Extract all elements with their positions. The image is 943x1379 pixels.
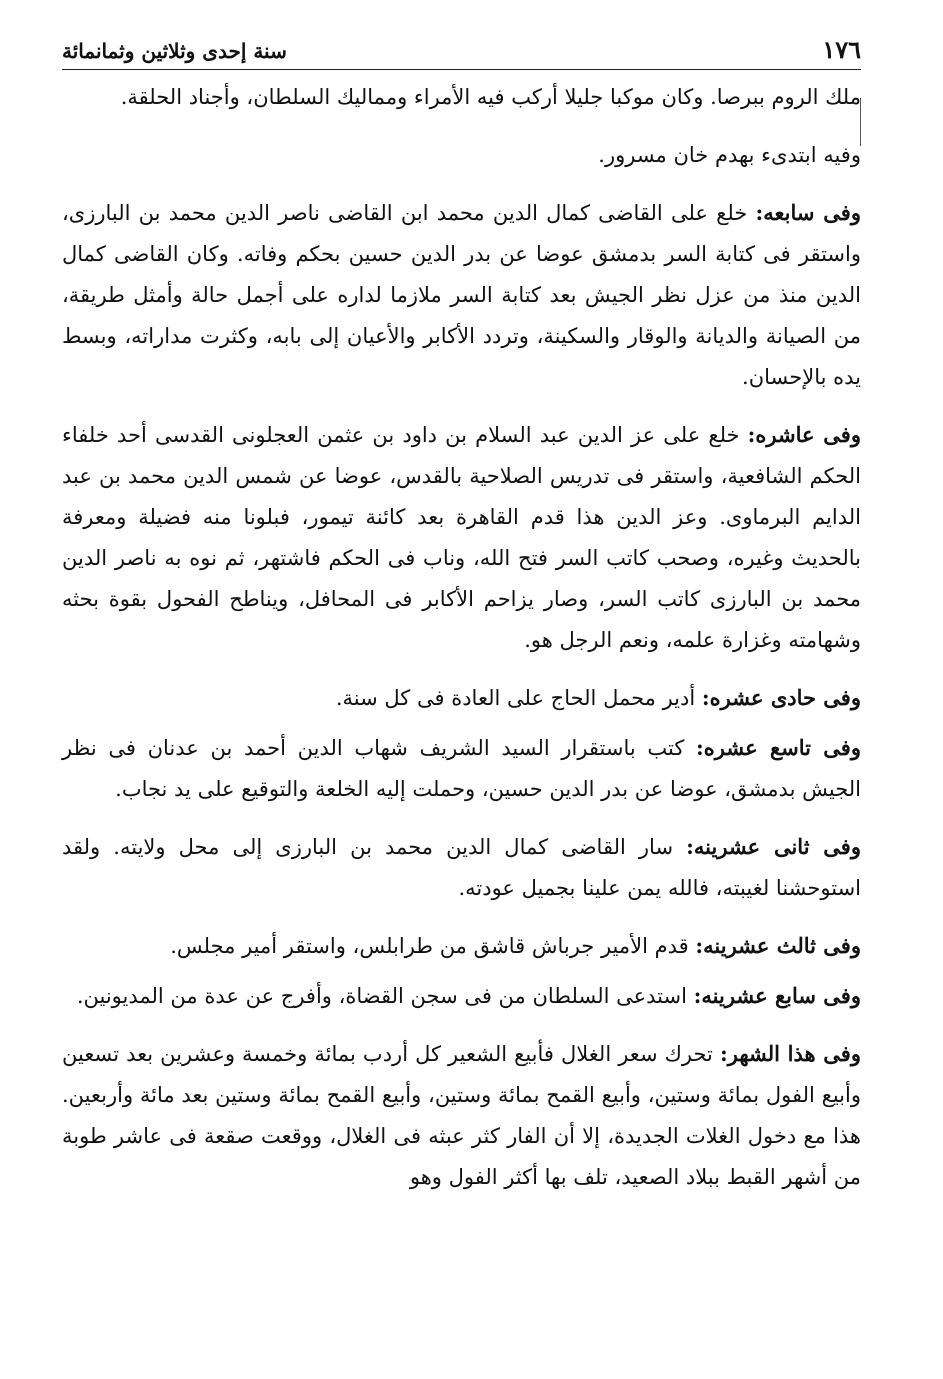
paragraph	[62, 134, 861, 176]
paragraph-text: كتب باستقرار السيد الشريف شهاب الدين أحمد بن عدنان فى نظر الجيش بدمشق، عوضا عن بدر الدين حسين، وحملت إليه الخلعة والتوقيع على يد نجاب.	[62, 736, 861, 801]
paragraph	[62, 975, 861, 1017]
paragraph-text: خلع على القاضى كمال الدين محمد ابن القاضى ناصر الدين محمد بن البارزى، واستقر فى كتابة السر بدمشق عوضا عن بدر الدين حسين بحكم وفاته. وكان القاضى كمال الدين منذ من عزل نظر الجيش بعد كتابة السر ملازما لداره على أجمل حالة وأمثل طريقة، من الصيانة والديانة والوقار والسكينة، وتردد الأكابر والأعيان إلى بابه، وكثرت مداراته، وبسط يده بالإحسان.	[62, 201, 861, 389]
paragraph-lead: وفى ثالث عشرينه:	[695, 933, 861, 958]
paragraph-text: ملك الروم ببرصا. وكان موكبا جليلا أركب فيه الأمراء ومماليك السلطان، وأجناد الحلقة.	[120, 85, 861, 109]
paragraph-text: وفيه ابتدىء بهدم خان مسرور.	[598, 143, 861, 167]
paragraph-lead: وفى حادى عشره:	[701, 685, 861, 710]
paragraph-text: خلع على عز الدين عبد السلام بن داود بن عثمن العجلونى القدسى أحد خلفاء الحكم الشافعية، واستقر فى تدريس الصلاحية بالقدس، عوضا عن شمس الدين محمد بن عبد الدايم البرماوى. وعز الدين هذا قدم القاهرة بعد كائنة تيمور، فبلونا منه فضيلة ومعرفة بالحديث وغيره، وصحب كاتب السر فتح الله، وناب فى الحكم فاشتهر، ثم نوه به ناصر الدين محمد بن البارزى كاتب السر، وصار يزاحم الأكابر فى المحافل، ويناطح الفحول بقوة بحثه وشهامته وغزارة علمه، ونعم الرجل هو.	[62, 423, 861, 652]
paragraph	[62, 727, 861, 810]
paragraph	[62, 677, 861, 719]
paragraph-lead: وفى هذا الشهر:	[719, 1041, 861, 1066]
paragraph-text: أدير محمل الحاج على العادة فى كل سنة.	[335, 686, 696, 710]
paragraph-lead: وفى سابعه:	[755, 200, 861, 225]
page-body	[62, 76, 861, 1198]
paragraph-text: قدم الأمير جرباش قاشق من طرابلس، واستقر أمير مجلس.	[170, 934, 689, 958]
paragraph-text: سار القاضى كمال الدين محمد بن البارزى إلى محل ولايته. ولقد استوحشنا لغيبته، فالله يمن علينا بجميل عودته.	[62, 835, 861, 900]
page-number: ١٧٦	[822, 35, 861, 64]
paragraph	[62, 414, 861, 661]
paragraph	[62, 1033, 861, 1198]
running-title: سنة إحدى وثلاثين وثمانمائة	[62, 39, 287, 63]
paragraph	[62, 826, 861, 909]
paragraph	[62, 925, 861, 967]
page-header	[62, 36, 861, 70]
paragraph-lead: وفى سابع عشرينه:	[693, 983, 861, 1008]
paragraph-text: استدعى السلطان من فى سجن القضاة، وأفرج عن عدة من المديونين.	[76, 984, 687, 1008]
paragraph-text: تحرك سعر الغلال فأبيع الشعير كل أردب بمائة وخمسة وعشرين بعد تسعين وأبيع الفول بمائة وستين، وأبيع القمح بمائة وستين، وأبيع القمح بمائة وستين بعد مائة وأربعين. هذا مع دخول الغلات الجديدة، إلا أن الفار كثر عبثه فى الغلال، ووقعت صقعة فى عاشر طوبة من أشهر القبط ببلاد الصعيد، تلف بها أكثر الفول وهو	[62, 1042, 861, 1189]
margin-mark	[860, 98, 861, 146]
paragraph	[62, 192, 861, 398]
paragraph-lead: وفى تاسع عشره:	[696, 735, 861, 760]
paragraph	[62, 76, 861, 118]
paragraph-lead: وفى ثانى عشرينه:	[686, 834, 861, 859]
paragraph-lead: وفى عاشره:	[747, 422, 861, 447]
